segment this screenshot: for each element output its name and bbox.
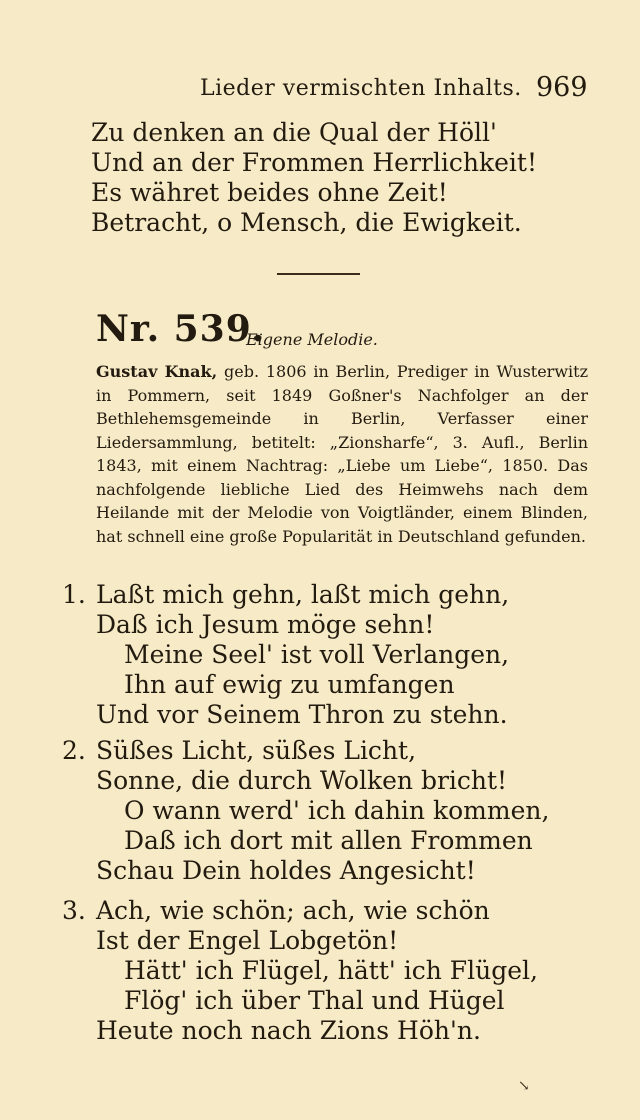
section-divider xyxy=(277,273,360,275)
stanza-line: Heute noch nach Zions Höh'n. xyxy=(96,1016,481,1045)
stanza-line: Süßes Licht, süßes Licht, xyxy=(96,736,417,765)
stanza-line: Daß ich dort mit allen Frommen xyxy=(124,826,533,855)
melody-note: Eigene Melodie. xyxy=(246,330,378,349)
verse-line: Betracht, o Mensch, die Ewigkeit. xyxy=(91,208,522,237)
page-header xyxy=(0,70,640,110)
stanza-number: 2. xyxy=(62,736,86,765)
stanza-line: Ist der Engel Lobgetön! xyxy=(96,926,399,955)
author-name: Gustav Knak, xyxy=(96,362,218,381)
page-number: 969 xyxy=(536,72,588,103)
stanza-line: Flög' ich über Thal und Hügel xyxy=(124,986,505,1015)
stanza-line: Daß ich Jesum möge sehn! xyxy=(96,610,435,639)
stanza-line: Und vor Seinem Thron zu stehn. xyxy=(96,700,508,729)
stanza-number: 1. xyxy=(62,580,86,609)
stanza-line: Meine Seel' ist voll Verlangen, xyxy=(124,640,510,669)
running-title: Lieder vermischten Inhalts. xyxy=(200,76,522,101)
stanza-line: Laßt mich gehn, laßt mich gehn, xyxy=(96,580,510,609)
stanza-line: Ihn auf ewig zu umfangen xyxy=(124,670,455,699)
verse-line: Es währet beides ohne Zeit! xyxy=(91,178,448,207)
stanza-line: Schau Dein holdes Angesicht! xyxy=(96,856,476,885)
stanza-line: Sonne, die durch Wolken bricht! xyxy=(96,766,508,795)
stanza-number: 3. xyxy=(62,896,86,925)
stanza-line: Ach, wie schön; ach, wie schön xyxy=(96,896,490,925)
hymn-number: Nr. 539. xyxy=(96,308,266,350)
stanza-line: O wann werd' ich dahin kommen, xyxy=(124,796,550,825)
catchword-mark: ↘ xyxy=(518,1078,530,1094)
biography-text: geb. 1806 in Berlin, Prediger in Wusterwitz in Pommern, seit 1849 Goßner's Nachfolger an der Bethlehemsgemeinde in Berlin, Verfasser einer Liedersammlung, betitelt: „Zionsharfe“, 3. Aufl., Berlin 1843, mit einem Nachtrag: „Liebe um Liebe“, 1850. Das nachfolgende liebliche Lied des Heimwehs nach dem Heilande mit der Melodie von Voigtländer, einem Blinden, hat schnell eine große Popularität in Deutschland gefunden. xyxy=(96,362,588,546)
author-biography xyxy=(96,360,588,548)
verse-line: Zu denken an die Qual der Höll' xyxy=(91,118,497,147)
verse-line: Und an der Frommen Herrlichkeit! xyxy=(91,148,537,177)
stanza-line: Hätt' ich Flügel, hätt' ich Flügel, xyxy=(124,956,538,985)
